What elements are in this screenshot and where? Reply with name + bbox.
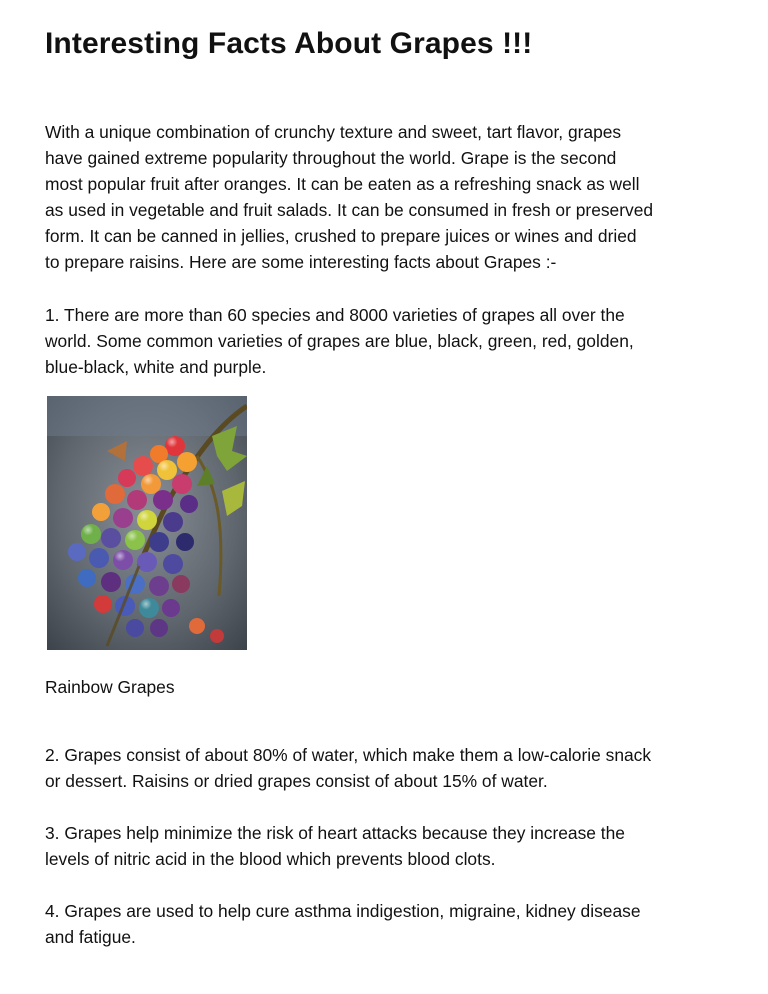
fact-1-paragraph: 1. There are more than 60 species and 8000 varieties of grapes all over the world. Some common varieties of grapes are blue, black, green, red, golden, blue-black, white and purple. — [45, 305, 634, 377]
fact-2-paragraph: 2. Grapes consist of about 80% of water, which make them a low-calorie snack or dessert. Raisins or dried grapes consist of about 15% of water. — [45, 745, 652, 791]
fact-3-paragraph: 3. Grapes help minimize the risk of heart attacks because they increase the levels of nitric acid in the blood which prevents blood clots. — [45, 823, 625, 869]
image-caption: Rainbow Grapes — [45, 677, 175, 697]
page-title: Interesting Facts About Grapes !!! — [45, 27, 533, 60]
fact-4-paragraph: 4. Grapes are used to help cure asthma indigestion, migraine, kidney disease and fatigue. — [45, 901, 641, 947]
rainbow-grapes-photo — [47, 396, 247, 650]
intro-paragraph: With a unique combination of crunchy texture and sweet, tart flavor, grapes have gained extreme popularity throughout the world. Grape is the second most popular fruit after oranges. It can be eaten as a refreshing snack as well as used in vegetable and fruit salads. It can be consumed in fresh or preserved form. It can be canned in jellies, crushed to prepare juices or wines and dried to prepare raisins. Here are some interesting facts about Grapes :- — [45, 122, 654, 272]
